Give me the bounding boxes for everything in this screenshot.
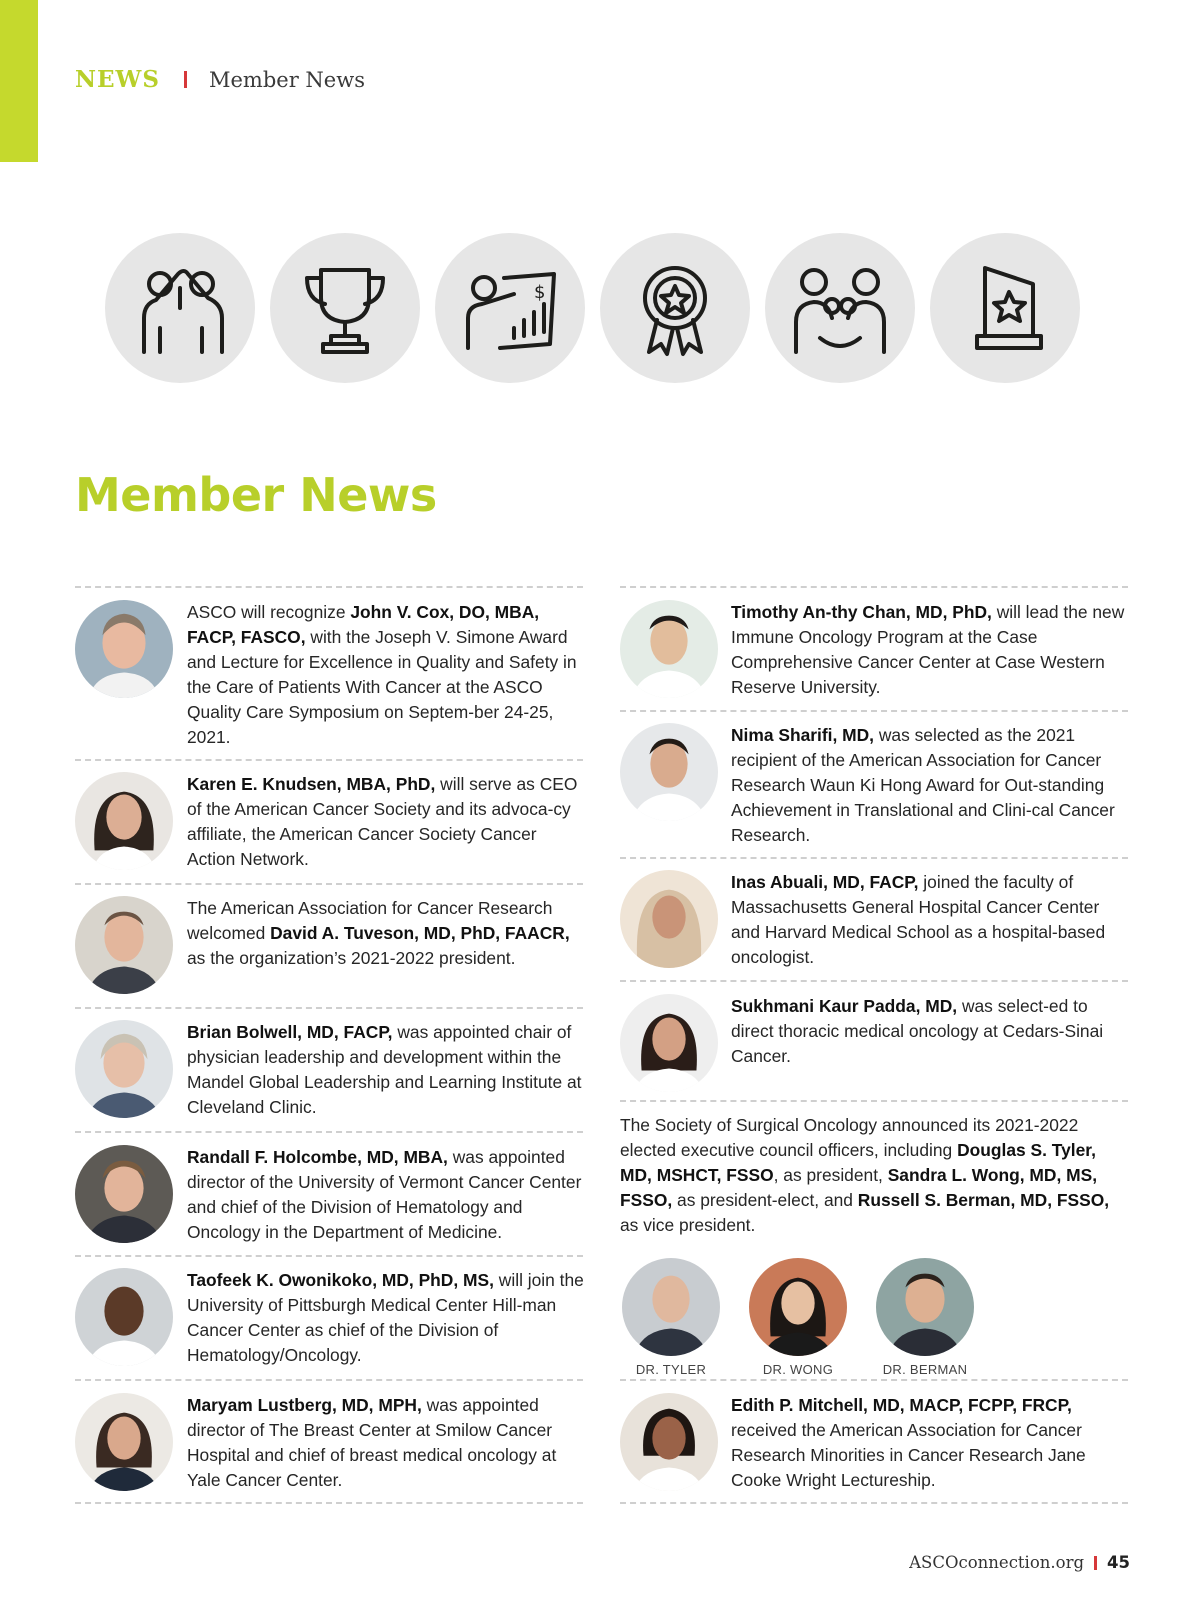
officer-berman — [865, 1258, 985, 1377]
entry-text: Sukhmani Kaur Padda, MD, was select-ed to direct thoracic medical oncology at Cedars-Sinai Cancer. — [731, 996, 1104, 1066]
honoree-name: Nima Sharifi, MD, — [731, 725, 875, 745]
portrait-photo — [75, 1020, 173, 1118]
honoree-name: Maryam Lustberg, MD, MPH, — [187, 1395, 422, 1415]
honoree-name: Douglas S. Tyler, MD, MSHCT, FSSO — [620, 1140, 1096, 1185]
photo-caption: DR. WONG — [762, 1362, 834, 1377]
portrait-photo — [622, 1258, 720, 1356]
entry-text: Brian Bolwell, MD, FACP, was appointed chair of physician leadership and development within the Mandel Global Leadership and Learning Institute at Cleveland Clinic. — [187, 1022, 582, 1117]
entry-text: The American Association for Cancer Research welcomed David A. Tuveson, MD, PhD, FAACR, as the organization’s 2021-2022 president. — [187, 898, 570, 968]
divider — [75, 586, 583, 588]
honoree-name: Sandra L. Wong, MD, MS, FSSO, — [620, 1165, 1098, 1210]
divider — [75, 1379, 583, 1381]
divider — [620, 1379, 1128, 1381]
subsection-label: Member News — [209, 67, 365, 92]
divider — [620, 1100, 1128, 1102]
honoree-name: Sukhmani Kaur Padda, MD, — [731, 996, 958, 1016]
divider — [620, 857, 1128, 859]
section-label: NEWS — [75, 66, 160, 93]
accent-bar — [0, 0, 38, 162]
honoree-name: David A. Tuveson, MD, PhD, FAACR, — [270, 923, 570, 943]
portrait-photo — [620, 994, 718, 1092]
portrait-photo — [75, 772, 173, 870]
svg-text:$: $ — [534, 282, 546, 303]
section-header — [75, 66, 365, 93]
portrait-photo — [75, 1268, 173, 1366]
divider — [75, 883, 583, 885]
trophy-icon — [270, 233, 420, 383]
entry-text: Taofeek K. Owonikoko, MD, PhD, MS, will join the University of Pittsburgh Medical Center Hill-man Cancer Center as chief of the Division of Hematology/Oncology. — [187, 1270, 584, 1365]
portrait-photo — [876, 1258, 974, 1356]
honoree-name: Timothy An-thy Chan, MD, PhD, — [731, 602, 992, 622]
divider — [620, 586, 1128, 588]
entry-text: Edith P. Mitchell, MD, MACP, FCPP, FRCP, received the American Association for Cancer Research Minorities in Cancer Research Jane Cooke Wright Lectureship. — [731, 1395, 1086, 1490]
footer-site: ASCOconnection.org — [909, 1553, 1085, 1572]
portrait-photo — [620, 870, 718, 968]
entry-text: ASCO will recognize John V. Cox, DO, MBA, FACP, FASCO, with the Joseph V. Simone Award and Lecture for Excellence in Quality and Safety in the Care of Patients With Cancer at the ASCO Quality Care Symposium on Septem-ber 24-25, 2021. — [187, 602, 577, 747]
portrait-photo — [620, 723, 718, 821]
high-five-icon — [105, 233, 255, 383]
page-footer — [909, 1553, 1130, 1572]
portrait-photo — [75, 896, 173, 994]
portrait-photo — [75, 1393, 173, 1491]
divider — [75, 1131, 583, 1133]
divider — [620, 710, 1128, 712]
photo-caption: DR. BERMAN — [882, 1362, 968, 1377]
portrait-photo — [620, 1393, 718, 1491]
portrait-photo — [75, 600, 173, 698]
header-separator — [184, 71, 187, 88]
entry-text: Nima Sharifi, MD, was selected as the 2021 recipient of the American Association for Cancer Research Waun Ki Hong Award for Out-standing Achievement in Translational and Clini-cal Cancer Research. — [731, 725, 1115, 845]
divider — [75, 759, 583, 761]
entry-text: Maryam Lustberg, MD, MPH, was appointed director of The Breast Center at Smilow Cancer Hospital and chief of breast medical oncology at Yale Cancer Center. — [187, 1395, 557, 1490]
honoree-name: John V. Cox, DO, MBA, FACP, FASCO, — [187, 602, 540, 647]
honoree-name: Karen E. Knudsen, MBA, PhD, — [187, 774, 436, 794]
entry-text: Karen E. Knudsen, MBA, PhD, will serve as CEO of the American Cancer Society and its advoca-cy affiliate, the American Cancer Society Cancer Action Network. — [187, 774, 578, 869]
family-icon — [765, 233, 915, 383]
portrait-photo — [749, 1258, 847, 1356]
divider — [75, 1007, 583, 1009]
icon-row — [105, 233, 1095, 383]
honoree-name: Russell S. Berman, MD, FSSO, — [857, 1190, 1110, 1210]
honoree-name: Edith P. Mitchell, MD, MACP, FCPP, FRCP, — [731, 1395, 1072, 1415]
photo-caption: DR. TYLER — [635, 1362, 707, 1377]
honoree-name: Brian Bolwell, MD, FACP, — [187, 1022, 393, 1042]
portrait-photo — [620, 600, 718, 698]
officer-tyler — [611, 1258, 731, 1377]
footer-separator — [1094, 1556, 1097, 1570]
society-announcement: The Society of Surgical Oncology announced its 2021-2022 elected executive council officers, including Douglas S. Tyler, MD, MSHCT, FSSO, as president, Sandra L. Wong, MD, MS, FSSO, as president-elect, and Russell S. Berman, MD, FSSO, as vice president. — [620, 1115, 1110, 1235]
portrait-photo — [75, 1145, 173, 1243]
star-plaque-icon — [930, 233, 1080, 383]
entry-text: Randall F. Holcombe, MD, MBA, was appointed director of the University of Vermont Cancer Center and chief of the Division of Hematology and Oncology in the Department of Medicine. — [187, 1147, 582, 1242]
honoree-name: Randall F. Holcombe, MD, MBA, — [187, 1147, 448, 1167]
honoree-name: Taofeek K. Owonikoko, MD, PhD, MS, — [187, 1270, 494, 1290]
entry-text: Timothy An-thy Chan, MD, PhD, will lead the new Immune Oncology Program at the Case Comprehensive Cancer Center at Case Western Reserve University. — [731, 602, 1125, 697]
presentation-growth-icon — [435, 233, 585, 383]
page-title: Member News — [75, 468, 437, 522]
divider — [75, 1255, 583, 1257]
award-badge-icon — [600, 233, 750, 383]
divider — [620, 980, 1128, 982]
officer-wong — [738, 1258, 858, 1377]
divider — [75, 1502, 583, 1504]
page-number: 45 — [1107, 1553, 1130, 1572]
entry-text: Inas Abuali, MD, FACP, joined the faculty of Massachusetts General Hospital Cancer Center and Harvard Medical School as a hospital-based oncologist. — [731, 872, 1106, 967]
divider — [620, 1502, 1128, 1504]
honoree-name: Inas Abuali, MD, FACP, — [731, 872, 919, 892]
